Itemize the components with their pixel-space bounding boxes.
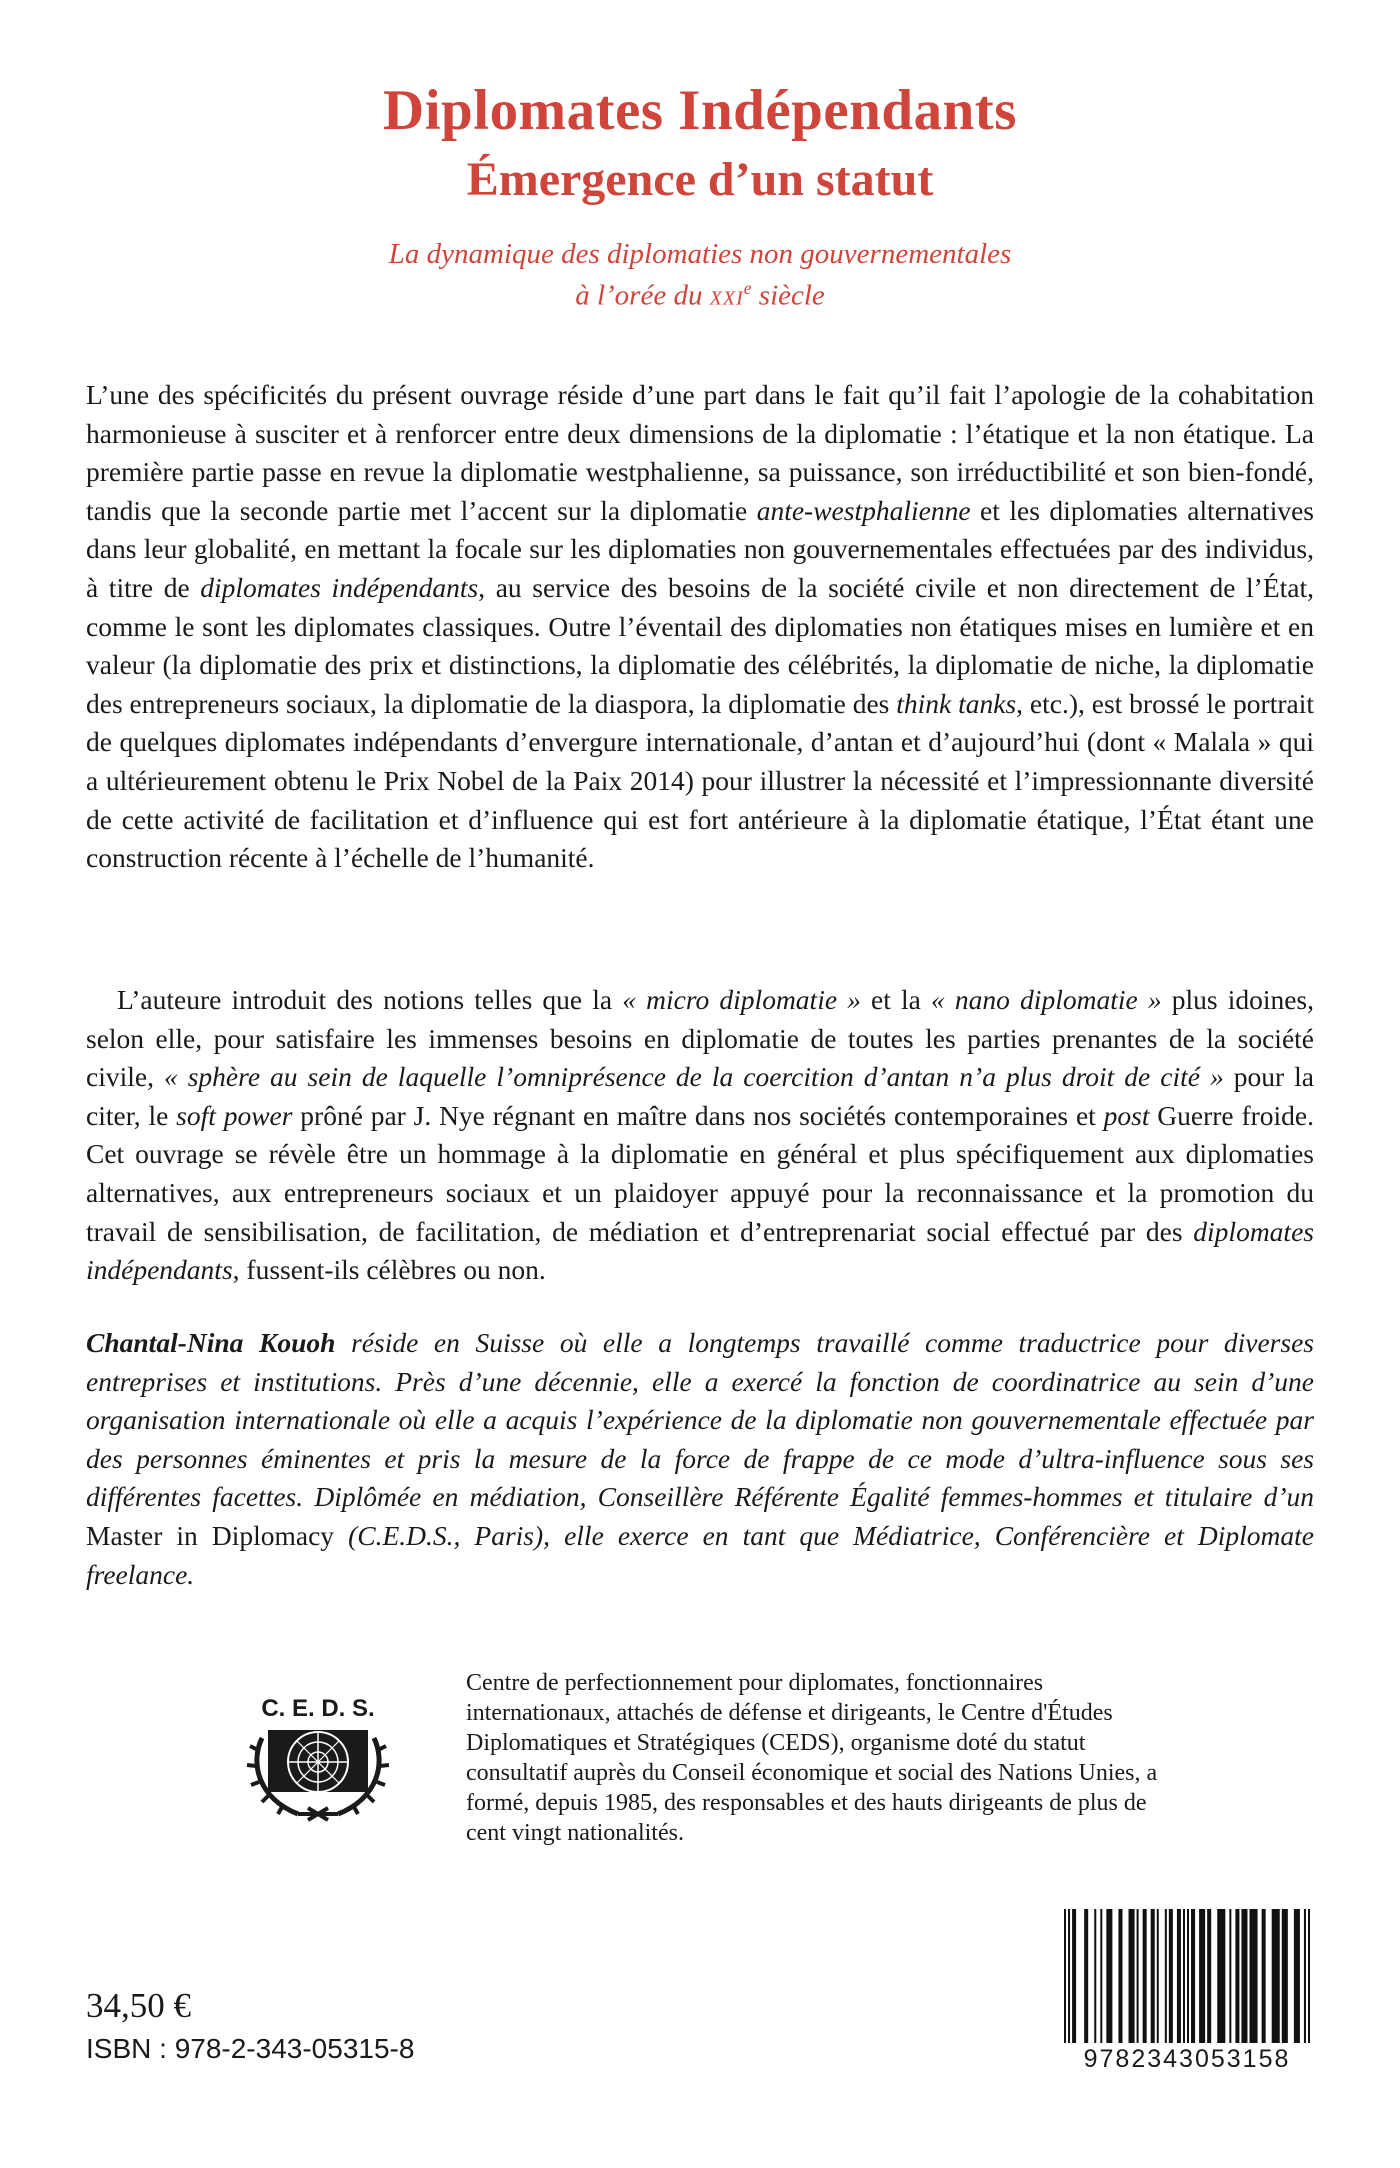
barcode-bar [1304, 1909, 1306, 2043]
barcode-bar [1262, 1909, 1266, 2043]
barcode-bar [1094, 1909, 1096, 2043]
barcode-bar [1294, 1909, 1300, 2043]
ceds-description: Centre de perfectionnement pour diplomates, fonctionnaires internationaux, attachés de défense et dirigeants, le Centre d'Études Diplomatiques et Stratégiques (CEDS), organisme doté du statut consultatif auprès du Conseil économique et social des Nations Unies, a formé, depuis 1985, des responsables et des hauts dirigeants de plus de cent vingt nationalités. [466, 1670, 1158, 1846]
summary-paragraph-1: L’une des spécificités du présent ouvrage réside d’une part dans le fait qu’il fait l’apologie de la cohabitation harmonieuse à susciter et à renforcer entre deux dimensions de la diplomatie : l’étatique et la non étatique. La première partie passe en revue la diplomatie westphalienne, sa puissance, son irréductibilité et son bien-fondé, tandis que la seconde partie met l’accent sur la diplomatie ante-westphalienne et les diplomaties alternatives dans leur globalité, en mettant la focale sur les diplomaties non gouvernementales effectuées par des individus, à titre de diplomates indépendants, au service des besoins de la société civile et non directement de l’État, comme le sont les diplomates classiques. Outre l’éventail des diplomaties non étatiques mises en lumière et en valeur (la diplomatie des prix et distinctions, la diplomatie des célébrités, la diplomatie de niche, la diplomatie des entrepreneurs sociaux, la diplomatie de la diaspora, la diplomatie des think tanks, etc.), est brossé le portrait de quelques diplomates indépendants d’envergure internationale, d’antan et d’aujourd’hui (dont « Malala » qui a ultérieurement obtenu le Prix Nobel de la Paix 2014) pour illustrer la nécessité et l’impressionnante diversité de cette activité de facilitation et d’influence qui est fort antérieure à la diplomatie étatique, l’État étant une construction récente à l’échelle de l’humanité. [86, 379, 1314, 874]
barcode-bar [1177, 1909, 1181, 2043]
barcode-bar [1207, 1909, 1211, 2043]
barcode-bar [1084, 1909, 1088, 2043]
barcode-bar [1151, 1909, 1155, 2043]
barcode-bar [1165, 1909, 1167, 2043]
barcode-bar [1068, 1909, 1070, 2043]
barcode-bar [1137, 1909, 1139, 2043]
barcode-bar [1072, 1909, 1076, 2043]
un-emblem-icon [247, 1730, 389, 1820]
ceds-logo [228, 1688, 408, 1838]
author-name: Chantal-Nina Kouoh [86, 1327, 336, 1358]
barcode-bar [1100, 1909, 1102, 2043]
barcode-bar [1282, 1909, 1288, 2043]
barcode-bar [1199, 1909, 1205, 2043]
barcode-bar [1129, 1909, 1135, 2043]
summary-paragraph-2: L’auteure introduit des notions telles que la « micro diplomatie » et la « nano diplomatie » plus idoines, selon elle, pour satisfaire les immenses besoins en diplomatie de toutes les parties prenantes de la société civile, « sphère au sein de laquelle l’omniprésence de la coercition d’antan n’a plus droit de cité » pour la citer, le soft power prôné par J. Nye régnant en maître dans nos sociétés contemporaines et post Guerre froide. Cet ouvrage se révèle être un hommage à la diplomatie en général et plus spécifiquement aux diplomaties alternatives, aux entrepreneurs sociaux et un plaidoyer appuyé pour la reconnaissance et la promotion du travail de sensibilisation, de facilitation, de médiation et d’entreprenariat social effectué par des diplomates indépendants, fussent-ils célèbres ou non. [86, 984, 1315, 1286]
barcode-bar [1241, 1909, 1247, 2043]
barcode-bar [1229, 1909, 1231, 2043]
barcode-bar [1191, 1909, 1195, 2043]
barcode-bar [1217, 1909, 1225, 2043]
ceds-logo-label: C. E. D. S. [261, 1695, 375, 1722]
barcode-bar [1143, 1909, 1147, 2043]
barcode-bar [1106, 1909, 1112, 2043]
barcode-bar [1187, 1909, 1189, 2043]
barcode-number: 9782343053158 [1083, 2045, 1291, 2073]
barcode [1058, 1905, 1316, 2077]
barcode-bar [1157, 1909, 1159, 2043]
barcode-bar [1235, 1909, 1239, 2043]
barcode-bar [1308, 1909, 1310, 2043]
tagline-line-2: à l’orée du xxi$^e$ siècle [575, 278, 825, 312]
author-bio: Chantal-Nina Kouoh réside en Suisse où elle a longtemps travaillé comme traductrice pour diverses entreprises et institutions. Près d’une décennie, elle a exercé la fonction de coordinatrice au sein d’une organisation internationale où elle a acquis l’expérience de la diplomatie non gouvernementale effectuée par des personnes éminentes et pris la mesure de la force de frappe de ce mode d’ultra-influence sous ses différentes facettes. Diplômée en médiation, Conseillère Référente Égalité femmes-hommes et titulaire d’un Master in Diplomacy (C.E.D.S., Paris), elle exerce en tant que Médiatrice, Conférencière et Diplomate freelance. [86, 1327, 1315, 1590]
price: 34,50 € [86, 1986, 191, 2025]
isbn: ISBN : 978-2-343-05315-8 [86, 2033, 415, 2064]
barcode-bar [1183, 1909, 1185, 2043]
book-title: Diplomates Indépendants [383, 79, 1017, 142]
barcode-bar [1250, 1909, 1258, 2043]
barcode-bar [1118, 1909, 1122, 2043]
book-subtitle: Émergence d’un statut [466, 153, 934, 206]
barcode-bar [1169, 1909, 1173, 2043]
barcode-bar [1272, 1909, 1280, 2043]
barcode-bar [1064, 1909, 1066, 2043]
tagline-line-1: La dynamique des diplomaties non gouvernementales [388, 238, 1012, 270]
barcode-bars [1058, 1905, 1316, 2045]
